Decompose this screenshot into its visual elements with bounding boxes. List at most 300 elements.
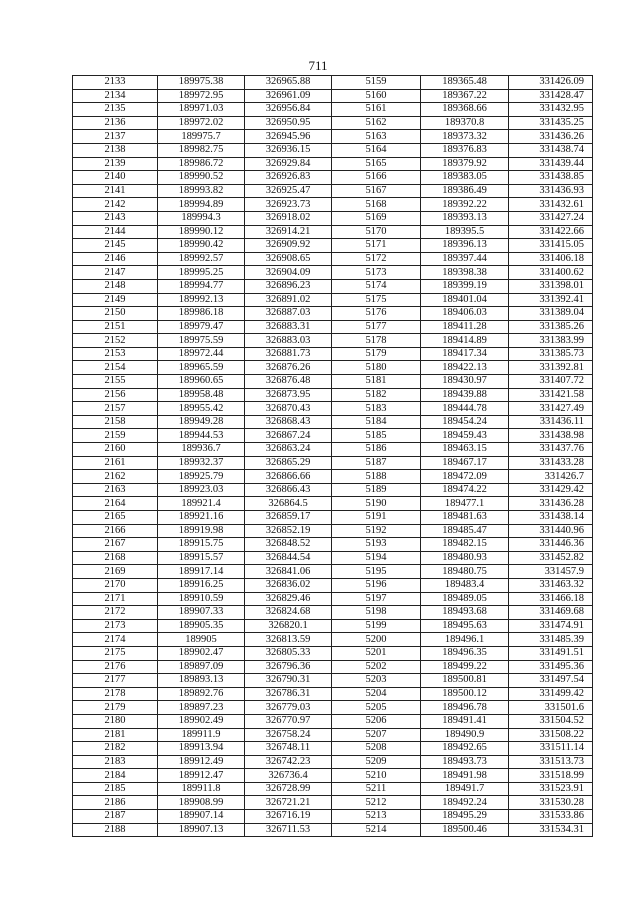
y-coordinate-left-cell: 326929.84 — [245, 157, 332, 171]
point-number-right-cell: 5182 — [332, 388, 421, 402]
x-coordinate-left-cell: 189919.98 — [158, 524, 245, 538]
y-coordinate-left-cell: 326896.23 — [245, 279, 332, 293]
table-row — [73, 592, 593, 606]
table-row — [73, 646, 593, 660]
point-number-right-cell: 5211 — [332, 782, 421, 796]
point-number-left-cell: 2159 — [73, 429, 158, 443]
table-row — [73, 578, 593, 592]
x-coordinate-left-cell: 189990.52 — [158, 171, 245, 185]
x-coordinate-left-cell: 189912.47 — [158, 769, 245, 783]
point-number-right-cell: 5192 — [332, 524, 421, 538]
x-coordinate-left-cell: 189936.7 — [158, 443, 245, 457]
x-coordinate-left-cell: 189990.42 — [158, 239, 245, 253]
y-coordinate-right-cell: 331389.04 — [509, 307, 593, 321]
x-coordinate-right-cell: 189463.15 — [421, 443, 509, 457]
point-number-left-cell: 2135 — [73, 103, 158, 117]
y-coordinate-left-cell: 326859.17 — [245, 511, 332, 525]
x-coordinate-left-cell: 189993.82 — [158, 184, 245, 198]
x-coordinate-right-cell: 189493.68 — [421, 606, 509, 620]
point-number-left-cell: 2133 — [73, 76, 158, 90]
x-coordinate-right-cell: 189482.15 — [421, 538, 509, 552]
table-row — [73, 470, 593, 484]
point-number-left-cell: 2183 — [73, 755, 158, 769]
table-row — [73, 103, 593, 117]
x-coordinate-left-cell: 189975.38 — [158, 76, 245, 90]
x-coordinate-right-cell: 189383.05 — [421, 171, 509, 185]
x-coordinate-left-cell: 189911.8 — [158, 782, 245, 796]
point-number-left-cell: 2187 — [73, 810, 158, 824]
y-coordinate-right-cell: 331463.32 — [509, 578, 593, 592]
y-coordinate-right-cell: 331474.91 — [509, 619, 593, 633]
point-number-right-cell: 5171 — [332, 239, 421, 253]
point-number-left-cell: 2157 — [73, 402, 158, 416]
y-coordinate-left-cell: 326716.19 — [245, 810, 332, 824]
y-coordinate-right-cell: 331437.76 — [509, 443, 593, 457]
y-coordinate-right-cell: 331385.26 — [509, 320, 593, 334]
y-coordinate-left-cell: 326852.19 — [245, 524, 332, 538]
y-coordinate-left-cell: 326891.02 — [245, 293, 332, 307]
x-coordinate-left-cell: 189907.13 — [158, 823, 245, 837]
point-number-left-cell: 2166 — [73, 524, 158, 538]
table-row — [73, 633, 593, 647]
point-number-right-cell: 5176 — [332, 307, 421, 321]
point-number-right-cell: 5164 — [332, 143, 421, 157]
y-coordinate-right-cell: 331523.91 — [509, 782, 593, 796]
y-coordinate-right-cell: 331429.42 — [509, 483, 593, 497]
y-coordinate-left-cell: 326908.65 — [245, 252, 332, 266]
y-coordinate-right-cell: 331383.99 — [509, 334, 593, 348]
point-number-right-cell: 5206 — [332, 714, 421, 728]
x-coordinate-left-cell: 189921.16 — [158, 511, 245, 525]
x-coordinate-right-cell: 189467.17 — [421, 456, 509, 470]
x-coordinate-left-cell: 189994.77 — [158, 279, 245, 293]
x-coordinate-left-cell: 189975.59 — [158, 334, 245, 348]
y-coordinate-right-cell: 331407.72 — [509, 375, 593, 389]
table-row — [73, 701, 593, 715]
point-number-left-cell: 2182 — [73, 742, 158, 756]
table-row — [73, 810, 593, 824]
point-number-left-cell: 2188 — [73, 823, 158, 837]
x-coordinate-right-cell: 189500.46 — [421, 823, 509, 837]
point-number-left-cell: 2160 — [73, 443, 158, 457]
x-coordinate-right-cell: 189439.88 — [421, 388, 509, 402]
point-number-right-cell: 5172 — [332, 252, 421, 266]
x-coordinate-left-cell: 189902.47 — [158, 646, 245, 660]
x-coordinate-left-cell: 189986.72 — [158, 157, 245, 171]
y-coordinate-right-cell: 331428.47 — [509, 89, 593, 103]
point-number-right-cell: 5200 — [332, 633, 421, 647]
point-number-left-cell: 2139 — [73, 157, 158, 171]
x-coordinate-right-cell: 189393.13 — [421, 211, 509, 225]
point-number-right-cell: 5209 — [332, 755, 421, 769]
y-coordinate-right-cell: 331400.62 — [509, 266, 593, 280]
x-coordinate-right-cell: 189474.22 — [421, 483, 509, 497]
point-number-right-cell: 5165 — [332, 157, 421, 171]
x-coordinate-left-cell: 189893.13 — [158, 674, 245, 688]
table-row — [73, 252, 593, 266]
x-coordinate-right-cell: 189491.41 — [421, 714, 509, 728]
table-row — [73, 511, 593, 525]
y-coordinate-right-cell: 331513.73 — [509, 755, 593, 769]
y-coordinate-left-cell: 326873.95 — [245, 388, 332, 402]
x-coordinate-left-cell: 189958.48 — [158, 388, 245, 402]
y-coordinate-right-cell: 331438.98 — [509, 429, 593, 443]
x-coordinate-right-cell: 189490.9 — [421, 728, 509, 742]
point-number-right-cell: 5201 — [332, 646, 421, 660]
y-coordinate-right-cell: 331466.18 — [509, 592, 593, 606]
point-number-right-cell: 5160 — [332, 89, 421, 103]
y-coordinate-left-cell: 326936.15 — [245, 143, 332, 157]
table-row — [73, 279, 593, 293]
point-number-left-cell: 2172 — [73, 606, 158, 620]
point-number-right-cell: 5196 — [332, 578, 421, 592]
table-row — [73, 293, 593, 307]
y-coordinate-left-cell: 326864.5 — [245, 497, 332, 511]
point-number-left-cell: 2141 — [73, 184, 158, 198]
y-coordinate-right-cell: 331422.66 — [509, 225, 593, 239]
y-coordinate-left-cell: 326867.24 — [245, 429, 332, 443]
x-coordinate-right-cell: 189496.78 — [421, 701, 509, 715]
y-coordinate-left-cell: 326909.92 — [245, 239, 332, 253]
point-number-right-cell: 5163 — [332, 130, 421, 144]
point-number-right-cell: 5203 — [332, 674, 421, 688]
y-coordinate-right-cell: 331392.41 — [509, 293, 593, 307]
x-coordinate-left-cell: 189992.57 — [158, 252, 245, 266]
y-coordinate-right-cell: 331435.25 — [509, 116, 593, 130]
y-coordinate-left-cell: 326742.23 — [245, 755, 332, 769]
table-row — [73, 375, 593, 389]
y-coordinate-right-cell: 331504.52 — [509, 714, 593, 728]
y-coordinate-left-cell: 326865.29 — [245, 456, 332, 470]
y-coordinate-left-cell: 326866.66 — [245, 470, 332, 484]
x-coordinate-left-cell: 189979.47 — [158, 320, 245, 334]
y-coordinate-right-cell: 331499.42 — [509, 687, 593, 701]
table-row — [73, 619, 593, 633]
x-coordinate-left-cell: 189902.49 — [158, 714, 245, 728]
point-number-right-cell: 5183 — [332, 402, 421, 416]
x-coordinate-right-cell: 189422.13 — [421, 361, 509, 375]
x-coordinate-left-cell: 189907.33 — [158, 606, 245, 620]
y-coordinate-left-cell: 326950.95 — [245, 116, 332, 130]
x-coordinate-right-cell: 189368.66 — [421, 103, 509, 117]
point-number-left-cell: 2154 — [73, 361, 158, 375]
point-number-left-cell: 2137 — [73, 130, 158, 144]
x-coordinate-left-cell: 189960.65 — [158, 375, 245, 389]
y-coordinate-right-cell: 331426.7 — [509, 470, 593, 484]
point-number-left-cell: 2143 — [73, 211, 158, 225]
point-number-left-cell: 2162 — [73, 470, 158, 484]
table-row — [73, 157, 593, 171]
x-coordinate-left-cell: 189910.59 — [158, 592, 245, 606]
table-row — [73, 266, 593, 280]
point-number-left-cell: 2156 — [73, 388, 158, 402]
table-row — [73, 429, 593, 443]
point-number-right-cell: 5212 — [332, 796, 421, 810]
point-number-right-cell: 5167 — [332, 184, 421, 198]
y-coordinate-left-cell: 326926.83 — [245, 171, 332, 185]
y-coordinate-left-cell: 326876.26 — [245, 361, 332, 375]
x-coordinate-left-cell: 189908.99 — [158, 796, 245, 810]
point-number-right-cell: 5187 — [332, 456, 421, 470]
x-coordinate-right-cell: 189499.22 — [421, 660, 509, 674]
x-coordinate-left-cell: 189949.28 — [158, 415, 245, 429]
table-row — [73, 551, 593, 565]
x-coordinate-right-cell: 189485.47 — [421, 524, 509, 538]
x-coordinate-right-cell: 189472.09 — [421, 470, 509, 484]
y-coordinate-right-cell: 331508.22 — [509, 728, 593, 742]
point-number-right-cell: 5204 — [332, 687, 421, 701]
point-number-left-cell: 2140 — [73, 171, 158, 185]
point-number-left-cell: 2165 — [73, 511, 158, 525]
x-coordinate-right-cell: 189401.04 — [421, 293, 509, 307]
x-coordinate-left-cell: 189915.75 — [158, 538, 245, 552]
coordinates-table-body — [73, 76, 593, 837]
y-coordinate-right-cell: 331432.61 — [509, 198, 593, 212]
x-coordinate-right-cell: 189396.13 — [421, 239, 509, 253]
x-coordinate-right-cell: 189495.29 — [421, 810, 509, 824]
point-number-right-cell: 5174 — [332, 279, 421, 293]
y-coordinate-right-cell: 331501.6 — [509, 701, 593, 715]
table-row — [73, 782, 593, 796]
y-coordinate-right-cell: 331427.24 — [509, 211, 593, 225]
point-number-right-cell: 5173 — [332, 266, 421, 280]
x-coordinate-right-cell: 189483.4 — [421, 578, 509, 592]
x-coordinate-left-cell: 189912.49 — [158, 755, 245, 769]
x-coordinate-left-cell: 189897.09 — [158, 660, 245, 674]
y-coordinate-right-cell: 331436.26 — [509, 130, 593, 144]
point-number-right-cell: 5214 — [332, 823, 421, 837]
y-coordinate-right-cell: 331432.95 — [509, 103, 593, 117]
x-coordinate-right-cell: 189370.8 — [421, 116, 509, 130]
x-coordinate-right-cell: 189489.05 — [421, 592, 509, 606]
point-number-left-cell: 2170 — [73, 578, 158, 592]
y-coordinate-left-cell: 326779.03 — [245, 701, 332, 715]
y-coordinate-left-cell: 326870.43 — [245, 402, 332, 416]
table-row — [73, 171, 593, 185]
point-number-right-cell: 5185 — [332, 429, 421, 443]
table-row — [73, 497, 593, 511]
x-coordinate-right-cell: 189376.83 — [421, 143, 509, 157]
point-number-left-cell: 2150 — [73, 307, 158, 321]
y-coordinate-left-cell: 326758.24 — [245, 728, 332, 742]
y-coordinate-right-cell: 331438.14 — [509, 511, 593, 525]
y-coordinate-left-cell: 326956.84 — [245, 103, 332, 117]
table-row — [73, 116, 593, 130]
x-coordinate-right-cell: 189477.1 — [421, 497, 509, 511]
x-coordinate-right-cell: 189481.63 — [421, 511, 509, 525]
x-coordinate-right-cell: 189430.97 — [421, 375, 509, 389]
x-coordinate-left-cell: 189916.25 — [158, 578, 245, 592]
y-coordinate-right-cell: 331385.73 — [509, 347, 593, 361]
y-coordinate-right-cell: 331427.49 — [509, 402, 593, 416]
point-number-left-cell: 2164 — [73, 497, 158, 511]
x-coordinate-left-cell: 189975.7 — [158, 130, 245, 144]
point-number-right-cell: 5194 — [332, 551, 421, 565]
table-row — [73, 225, 593, 239]
x-coordinate-left-cell: 189892.76 — [158, 687, 245, 701]
y-coordinate-left-cell: 326887.03 — [245, 307, 332, 321]
x-coordinate-right-cell: 189491.7 — [421, 782, 509, 796]
x-coordinate-left-cell: 189907.14 — [158, 810, 245, 824]
point-number-right-cell: 5180 — [332, 361, 421, 375]
point-number-right-cell: 5189 — [332, 483, 421, 497]
y-coordinate-right-cell: 331446.36 — [509, 538, 593, 552]
x-coordinate-right-cell: 189379.92 — [421, 157, 509, 171]
x-coordinate-left-cell: 189905 — [158, 633, 245, 647]
x-coordinate-left-cell: 189905.35 — [158, 619, 245, 633]
page-number: 711 — [308, 58, 328, 73]
x-coordinate-left-cell: 189955.42 — [158, 402, 245, 416]
x-coordinate-right-cell: 189406.03 — [421, 307, 509, 321]
y-coordinate-right-cell: 331398.01 — [509, 279, 593, 293]
y-coordinate-right-cell: 331438.74 — [509, 143, 593, 157]
table-row — [73, 728, 593, 742]
table-row — [73, 307, 593, 321]
point-number-left-cell: 2145 — [73, 239, 158, 253]
y-coordinate-left-cell: 326866.43 — [245, 483, 332, 497]
point-number-right-cell: 5166 — [332, 171, 421, 185]
table-row — [73, 769, 593, 783]
point-number-left-cell: 2175 — [73, 646, 158, 660]
y-coordinate-right-cell: 331392.81 — [509, 361, 593, 375]
x-coordinate-right-cell: 189500.12 — [421, 687, 509, 701]
x-coordinate-left-cell: 189995.25 — [158, 266, 245, 280]
y-coordinate-left-cell: 326918.02 — [245, 211, 332, 225]
table-row — [73, 687, 593, 701]
y-coordinate-right-cell: 331533.86 — [509, 810, 593, 824]
y-coordinate-left-cell: 326965.88 — [245, 76, 332, 90]
x-coordinate-right-cell: 189454.24 — [421, 415, 509, 429]
point-number-left-cell: 2171 — [73, 592, 158, 606]
y-coordinate-right-cell: 331452.82 — [509, 551, 593, 565]
point-number-left-cell: 2153 — [73, 347, 158, 361]
x-coordinate-right-cell: 189444.78 — [421, 402, 509, 416]
x-coordinate-left-cell: 189965.59 — [158, 361, 245, 375]
x-coordinate-left-cell: 189897.23 — [158, 701, 245, 715]
table-row — [73, 347, 593, 361]
table-row — [73, 483, 593, 497]
point-number-left-cell: 2167 — [73, 538, 158, 552]
x-coordinate-right-cell: 189480.93 — [421, 551, 509, 565]
y-coordinate-left-cell: 326914.21 — [245, 225, 332, 239]
x-coordinate-right-cell: 189365.48 — [421, 76, 509, 90]
x-coordinate-left-cell: 189992.13 — [158, 293, 245, 307]
table-row — [73, 456, 593, 470]
point-number-right-cell: 5213 — [332, 810, 421, 824]
table-row — [73, 211, 593, 225]
point-number-left-cell: 2173 — [73, 619, 158, 633]
point-number-right-cell: 5184 — [332, 415, 421, 429]
point-number-left-cell: 2134 — [73, 89, 158, 103]
x-coordinate-right-cell: 189480.75 — [421, 565, 509, 579]
x-coordinate-left-cell: 189915.57 — [158, 551, 245, 565]
x-coordinate-left-cell: 189982.75 — [158, 143, 245, 157]
point-number-left-cell: 2149 — [73, 293, 158, 307]
x-coordinate-right-cell: 189500.81 — [421, 674, 509, 688]
point-number-right-cell: 5195 — [332, 565, 421, 579]
point-number-right-cell: 5207 — [332, 728, 421, 742]
x-coordinate-left-cell: 189986.18 — [158, 307, 245, 321]
x-coordinate-right-cell: 189395.5 — [421, 225, 509, 239]
point-number-right-cell: 5170 — [332, 225, 421, 239]
table-row — [73, 89, 593, 103]
table-row — [73, 714, 593, 728]
x-coordinate-left-cell: 189917.14 — [158, 565, 245, 579]
y-coordinate-right-cell: 331530.28 — [509, 796, 593, 810]
table-row — [73, 130, 593, 144]
point-number-left-cell: 2151 — [73, 320, 158, 334]
y-coordinate-left-cell: 326790.31 — [245, 674, 332, 688]
x-coordinate-right-cell: 189495.63 — [421, 619, 509, 633]
y-coordinate-left-cell: 326786.31 — [245, 687, 332, 701]
y-coordinate-left-cell: 326813.59 — [245, 633, 332, 647]
x-coordinate-right-cell: 189367.22 — [421, 89, 509, 103]
y-coordinate-right-cell: 331485.39 — [509, 633, 593, 647]
y-coordinate-left-cell: 326748.11 — [245, 742, 332, 756]
y-coordinate-left-cell: 326923.73 — [245, 198, 332, 212]
point-number-right-cell: 5169 — [332, 211, 421, 225]
point-number-left-cell: 2184 — [73, 769, 158, 783]
y-coordinate-left-cell: 326721.21 — [245, 796, 332, 810]
point-number-left-cell: 2163 — [73, 483, 158, 497]
y-coordinate-right-cell: 331495.36 — [509, 660, 593, 674]
y-coordinate-right-cell: 331406.18 — [509, 252, 593, 266]
x-coordinate-right-cell: 189386.49 — [421, 184, 509, 198]
x-coordinate-right-cell: 189491.98 — [421, 769, 509, 783]
x-coordinate-left-cell: 189994.89 — [158, 198, 245, 212]
y-coordinate-right-cell: 331440.96 — [509, 524, 593, 538]
x-coordinate-right-cell: 189399.19 — [421, 279, 509, 293]
table-row — [73, 239, 593, 253]
point-number-left-cell: 2138 — [73, 143, 158, 157]
point-number-left-cell: 2152 — [73, 334, 158, 348]
x-coordinate-left-cell: 189994.3 — [158, 211, 245, 225]
y-coordinate-right-cell: 331511.14 — [509, 742, 593, 756]
point-number-left-cell: 2185 — [73, 782, 158, 796]
point-number-left-cell: 2144 — [73, 225, 158, 239]
x-coordinate-right-cell: 189492.65 — [421, 742, 509, 756]
table-row — [73, 76, 593, 90]
x-coordinate-right-cell: 189398.38 — [421, 266, 509, 280]
x-coordinate-left-cell: 189944.53 — [158, 429, 245, 443]
x-coordinate-left-cell: 189921.4 — [158, 497, 245, 511]
point-number-left-cell: 2181 — [73, 728, 158, 742]
x-coordinate-left-cell: 189913.94 — [158, 742, 245, 756]
point-number-left-cell: 2136 — [73, 116, 158, 130]
y-coordinate-left-cell: 326728.99 — [245, 782, 332, 796]
point-number-left-cell: 2177 — [73, 674, 158, 688]
y-coordinate-right-cell: 331439.44 — [509, 157, 593, 171]
y-coordinate-left-cell: 326844.54 — [245, 551, 332, 565]
y-coordinate-left-cell: 326736.4 — [245, 769, 332, 783]
point-number-right-cell: 5197 — [332, 592, 421, 606]
point-number-left-cell: 2148 — [73, 279, 158, 293]
table-row — [73, 415, 593, 429]
x-coordinate-right-cell: 189397.44 — [421, 252, 509, 266]
table-row — [73, 524, 593, 538]
point-number-left-cell: 2178 — [73, 687, 158, 701]
x-coordinate-left-cell: 189972.02 — [158, 116, 245, 130]
point-number-right-cell: 5198 — [332, 606, 421, 620]
x-coordinate-left-cell: 189990.12 — [158, 225, 245, 239]
point-number-right-cell: 5205 — [332, 701, 421, 715]
x-coordinate-right-cell: 189373.32 — [421, 130, 509, 144]
x-coordinate-left-cell: 189911.9 — [158, 728, 245, 742]
y-coordinate-left-cell: 326904.09 — [245, 266, 332, 280]
x-coordinate-right-cell: 189411.28 — [421, 320, 509, 334]
x-coordinate-right-cell: 189496.1 — [421, 633, 509, 647]
y-coordinate-left-cell: 326925.47 — [245, 184, 332, 198]
